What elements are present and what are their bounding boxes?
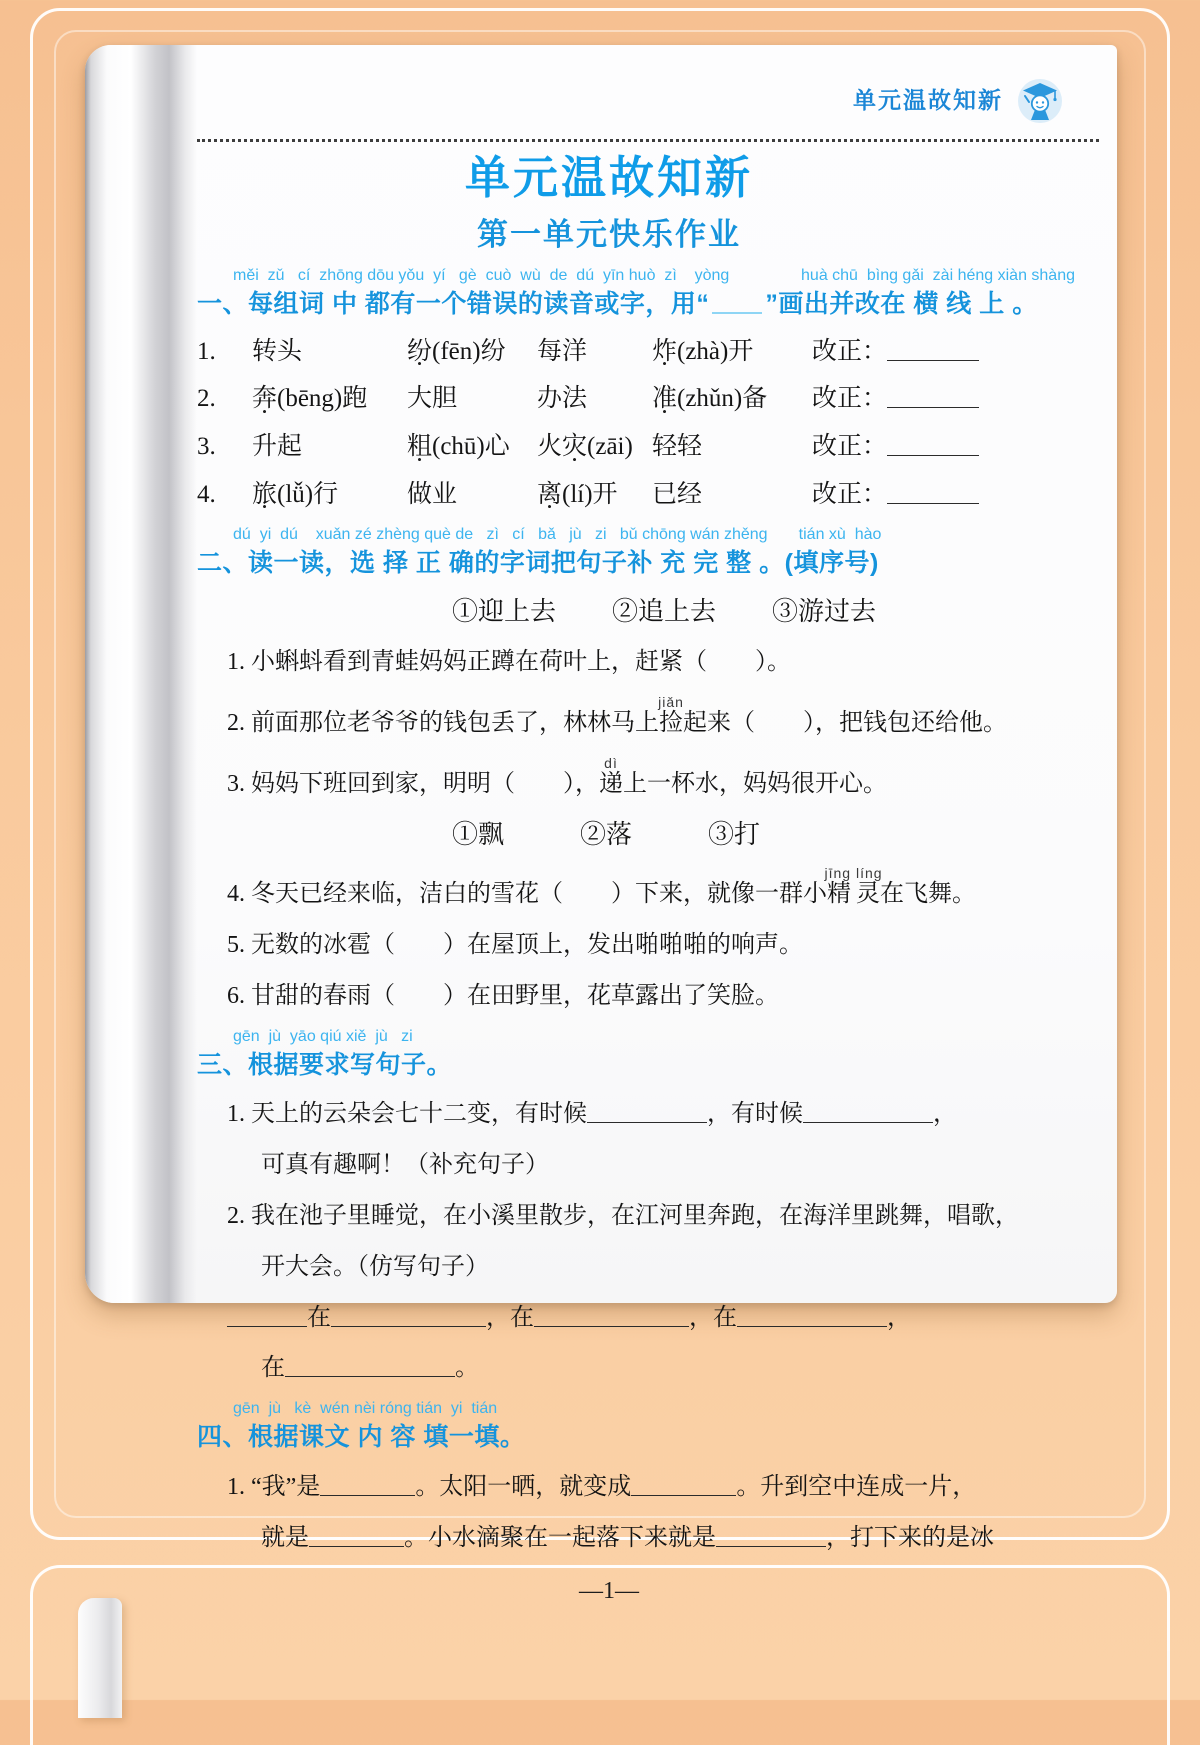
section1-pinyin: měi zǔ cí zhōng dōu yǒu yí gè cuò wù de dú yīn huò zì yòng huà chū bìng gǎi zài héng xiàn shàng xyxy=(233,266,1075,284)
mascot-graduate-icon xyxy=(1017,78,1063,124)
dotted-divider xyxy=(197,139,1099,142)
word: 轻轻 xyxy=(652,433,703,461)
section2-heading: 二、读一读，选 择 正 确的字词把句子补 充 完 整 。(填序号) xyxy=(197,548,879,577)
option: ③打 xyxy=(708,819,761,849)
page-subtitle: 第一单元快乐作业 xyxy=(477,216,741,252)
answer-blank xyxy=(716,1527,826,1547)
word: 旅(lǚ)行 xyxy=(252,480,339,508)
next-page-edge xyxy=(78,1598,122,1718)
page-number: —1— xyxy=(579,1578,639,1605)
section2-pinyin: dú yi dú xuǎn zé zhèng què de zì cí bǎ jù zi bǔ chōng wán zhěng tián xù hào xyxy=(233,525,882,543)
answer-blank xyxy=(320,1476,415,1496)
correction-field: 改正： xyxy=(812,478,1101,512)
word: 奔(bēng)跑 xyxy=(252,385,368,413)
answer-blank xyxy=(803,1103,933,1123)
options-row xyxy=(452,818,1101,852)
header-unit-label: 单元温故知新 xyxy=(853,87,1003,114)
word: 粗(chū)心 xyxy=(407,433,510,461)
option: ②追上去 xyxy=(612,597,717,627)
answer-blank xyxy=(887,341,979,361)
exercise-item: 可真有趣啊！（补充句子） xyxy=(261,1152,549,1179)
answer-blank xyxy=(309,1527,404,1547)
word: 纷(fēn)纷 xyxy=(407,337,506,365)
option: ③游过去 xyxy=(772,597,877,627)
word: 已经 xyxy=(652,480,703,508)
word: 离(lí)开 xyxy=(537,480,618,508)
option: ①迎上去 xyxy=(452,597,557,627)
section3-pinyin: gēn jù yāo qiú xiě jù zi xyxy=(233,1027,413,1045)
word: 炸(zhà)开 xyxy=(652,337,754,365)
word: 升起 xyxy=(252,433,303,461)
word-row: 4. 旅(lǚ)行 做业 离(lí)开 已经 改正： xyxy=(197,478,1101,512)
option: ①飘 xyxy=(452,819,505,849)
page-content xyxy=(85,45,1117,1605)
exercise-item: 1. “我”是 。太阳一晒，就变成 。升到空中连成一片， xyxy=(227,1473,977,1500)
word-row: 1. 转头 纷(fēn)纷 每洋 炸(zhà)开 改正： xyxy=(197,335,1101,369)
section4-pinyin: gēn jù kè wén nèi róng tián yi tián xyxy=(233,1400,498,1418)
word: 大胆 xyxy=(407,385,458,413)
exercise-item: 6. 甘甜的春雨（ ）在田野里，花草露出了笑脸。 xyxy=(227,982,779,1009)
answer-blank xyxy=(887,484,979,504)
workbook-page xyxy=(85,45,1117,1605)
fill-in-line: 在 ，在 ，在 ， xyxy=(227,1301,1101,1336)
section1-heading: 一、每组词 中 都有一个错误的读音或字，用“ ”画出并改在 横 线 上 。 xyxy=(197,290,1038,319)
exercise-item: 3. 妈妈下班回到家，明明（ ），递dì上一杯水，妈妈很开心。 xyxy=(227,754,887,797)
heading-inline-blank xyxy=(712,298,762,314)
next-sheet-card xyxy=(30,1565,1170,1745)
answer-blank xyxy=(631,1476,736,1496)
answer-blank xyxy=(227,1307,307,1327)
answer-blank xyxy=(887,436,979,456)
options-row xyxy=(452,595,1101,629)
fill-in-line: 在 。 xyxy=(261,1355,479,1382)
exercise-item: 2. 前面那位老爷爷的钱包丢了，林林马上捡jiǎn起来（ ），把钱包还给他。 xyxy=(227,693,1007,736)
exercise-item: 2. 我在池子里睡觉，在小溪里散步，在江河里奔跑，在海洋里跳舞，唱歌， xyxy=(227,1202,1019,1229)
option: ②落 xyxy=(580,819,633,849)
word: 做业 xyxy=(407,480,458,508)
word: 每洋 xyxy=(537,337,588,365)
answer-blank xyxy=(887,388,979,408)
section3-heading: 三、根据要求写句子。 xyxy=(197,1050,453,1079)
correction-field: 改正： xyxy=(812,430,1101,464)
section4-heading: 四、根据课文 内 容 填一填。 xyxy=(197,1423,526,1452)
word: 办法 xyxy=(537,385,588,413)
correction-field: 改正： xyxy=(812,335,1101,369)
exercise-item: 4. 冬天已经来临，洁白的雪花（ ）下来，就像一群小精灵jīng líng在飞舞。 xyxy=(227,865,977,908)
answer-blank xyxy=(587,1103,707,1123)
word: 转头 xyxy=(252,337,303,365)
answer-blank xyxy=(737,1307,887,1327)
word: 准(zhǔn)备 xyxy=(652,385,768,413)
exercise-item: 1. 天上的云朵会七十二变，有时候 ，有时候 ， xyxy=(227,1101,957,1128)
exercise-item: 5. 无数的冰雹（ ）在屋顶上，发出啪啪啪的响声。 xyxy=(227,932,803,959)
exercise-item: 1. 小蝌蚪看到青蛙妈妈正蹲在荷叶上，赶紧（ ）。 xyxy=(227,649,791,676)
exercise-item: 开大会。（仿写句子） xyxy=(261,1253,489,1280)
answer-blank xyxy=(534,1307,689,1327)
word: 火灾(zāi) xyxy=(537,433,633,461)
word-row: 2. 奔(bēng)跑 大胆 办法 准(zhǔn)备 改正： xyxy=(197,382,1101,416)
word-row: 3. 升起 粗(chū)心 火灾(zāi) 轻轻 改正： xyxy=(197,430,1101,464)
page-header xyxy=(197,75,1101,127)
answer-blank xyxy=(331,1307,486,1327)
answer-blank xyxy=(285,1357,455,1377)
exercise-item: 就是 。小水滴聚在一起落下来就是 ，打下来的是冰 xyxy=(261,1524,994,1551)
correction-field: 改正： xyxy=(812,382,1101,416)
page-title: 单元温故知新 xyxy=(464,152,753,203)
